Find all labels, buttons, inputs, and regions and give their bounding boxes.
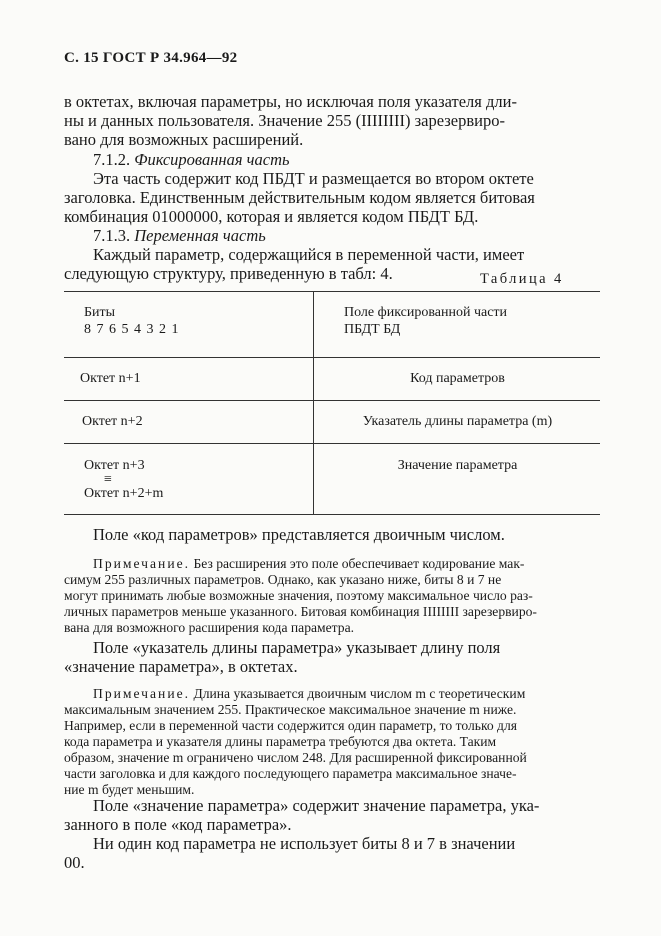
- section-number: 7.1.2.: [93, 150, 131, 169]
- text-line: Каждый параметр, содержащийся в переменной части, имеет: [93, 245, 525, 264]
- text-line: «значение параметра», в октетах.: [64, 657, 298, 676]
- note-label: Примечание.: [93, 686, 191, 701]
- text-line: Поле «значение параметра» содержит значение параметра, ука-: [93, 796, 540, 815]
- table-column-divider: [313, 291, 314, 514]
- table-rule: [64, 400, 600, 401]
- table-cell: ≡: [104, 472, 112, 487]
- section-heading-7-1-2: [93, 150, 290, 170]
- table-cell: Октет n+3: [84, 458, 145, 473]
- table-cell: Код параметров: [410, 371, 505, 386]
- table-rule: [64, 291, 600, 292]
- table-cell: Октет n+1: [80, 371, 141, 386]
- text-line: занного в поле «код параметра».: [64, 815, 292, 834]
- text-line: Эта часть содержит код ПБДТ и размещается во втором октете: [93, 169, 534, 188]
- section-title: Переменная часть: [134, 226, 266, 245]
- note-line: личных параметров меньше указанного. Битовая комбинация IIIIIIII зарезервиро-: [64, 604, 537, 619]
- note-line: ние m будет меньшим.: [64, 782, 195, 797]
- note-line: могут принимать любые возможные значения, поэтому максимальное число раз-: [64, 588, 533, 603]
- note-line: образом, значение m ограничено числом 248. Для расширенной фиксированной: [64, 750, 527, 765]
- note-line: вана для возможного расширения кода параметра.: [64, 620, 355, 635]
- table-cell: Октет n+2: [82, 414, 143, 429]
- note-line: Например, если в переменной части содержится один параметр, то только для: [64, 718, 518, 733]
- table-cell: ПБДТ БД: [344, 322, 401, 337]
- text-line: следующую структуру, приведенную в табл: 4.: [64, 264, 393, 283]
- text-line: комбинация 01000000, которая и является кодом ПБДТ БД.: [64, 207, 479, 226]
- note-line: [93, 556, 524, 572]
- text-line: ны и данных пользователя. Значение 255 (IIIIIIII) зарезервиро-: [64, 111, 505, 130]
- section-title: Фиксированная часть: [134, 150, 290, 169]
- table-cell: Октет n+2+m: [84, 486, 164, 501]
- note-line: кода параметра и указателя длины параметра требуются два октета. Таким: [64, 734, 497, 749]
- note-line: части заголовка и для каждого последующего параметра максимальное значе-: [64, 766, 517, 781]
- section-number: 7.1.3.: [93, 226, 131, 245]
- text-line: вано для возможных расширений.: [64, 130, 304, 149]
- page-header: С. 15 ГОСТ Р 34.964—92: [64, 50, 238, 66]
- text-line: Ни один код параметра не использует биты 8 и 7 в значении: [93, 834, 516, 853]
- table-cell: 8 7 6 5 4 3 2 1: [84, 322, 180, 337]
- note-line: максимальным значением 255. Практическое максимальное значение m ниже.: [64, 702, 517, 717]
- text-line: в октетах, включая параметры, но исключая поля указателя дли-: [64, 92, 517, 111]
- note-text: Длина указывается двоичным числом m с теоретическим: [193, 686, 526, 701]
- section-heading-7-1-3: [93, 226, 266, 246]
- table-caption: Таблица 4: [480, 271, 564, 287]
- text-line: заголовка. Единственным действительным кодом является битовая: [64, 188, 535, 207]
- table-rule: [64, 443, 600, 444]
- table-rule: [64, 514, 600, 515]
- table-cell: Значение параметра: [397, 458, 518, 473]
- note-label: Примечание.: [93, 556, 191, 571]
- table-cell: Биты: [84, 305, 116, 320]
- table-cell: Указатель длины параметра (m): [362, 414, 553, 429]
- text-line: 00.: [64, 853, 85, 872]
- text-line: Поле «код параметров» представляется двоичным числом.: [93, 525, 505, 544]
- table-cell: Поле фиксированной части: [344, 305, 508, 320]
- table-rule: [64, 357, 600, 358]
- note-text: Без расширения это поле обеспечивает кодирование мак-: [193, 556, 525, 571]
- note-line: [93, 686, 525, 702]
- note-line: симум 255 различных параметров. Однако, как указано ниже, биты 8 и 7 не: [64, 572, 502, 587]
- text-line: Поле «указатель длины параметра» указывает длину поля: [93, 638, 501, 657]
